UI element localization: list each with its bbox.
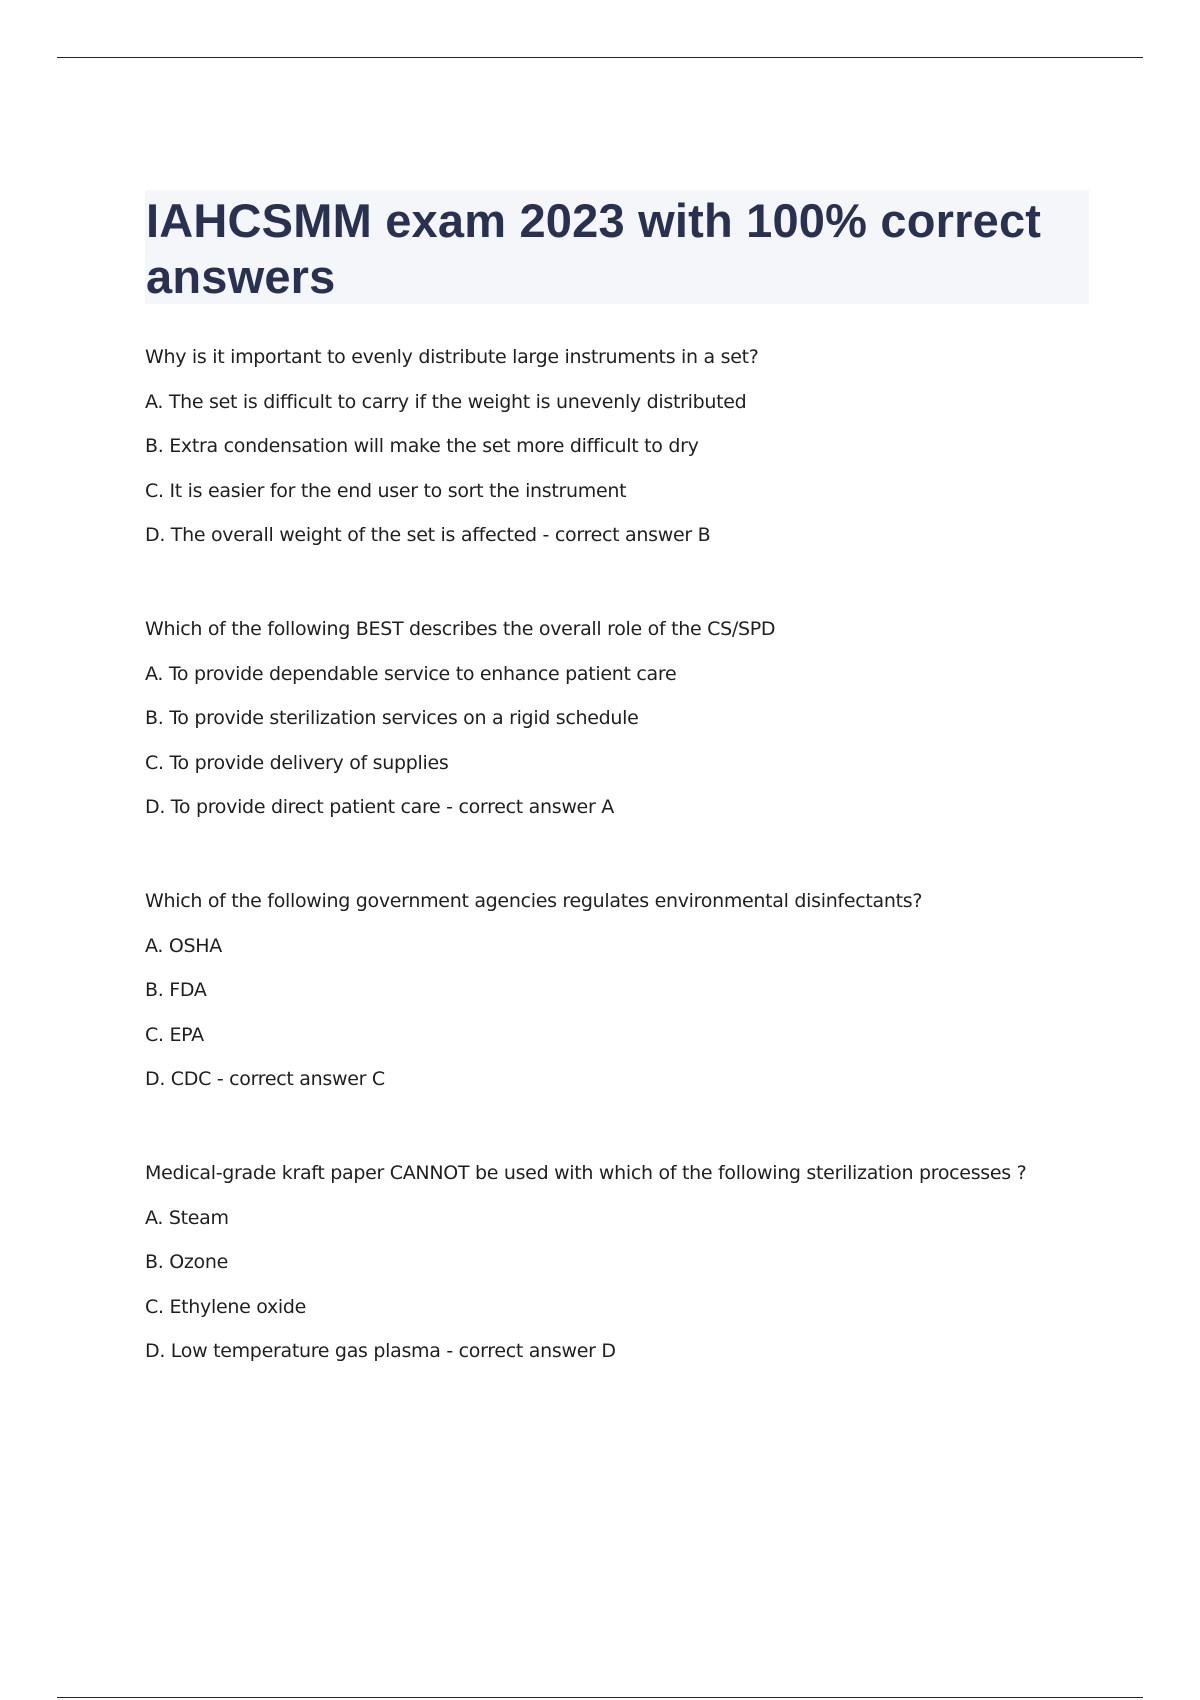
question-text: Which of the following BEST describes the overall role of the CS/SPD [145,618,776,640]
option-b: B. Extra condensation will make the set more difficult to dry [145,435,699,457]
question-block-4 [145,1162,1105,1434]
option-d-with-answer: D. To provide direct patient care - correct answer A [145,796,614,818]
footer-rule [57,1697,1143,1698]
question-text: Why is it important to evenly distribute large instruments in a set? [145,346,759,368]
option-d-with-answer: D. CDC - correct answer C [145,1068,385,1090]
option-c: C. EPA [145,1023,204,1046]
question-text: Medical-grade kraft paper CANNOT be used with which of the following sterilization processes ? [145,1162,1027,1184]
option-b: B. To provide sterilization services on a rigid schedule [145,707,639,729]
option-b: B. Ozone [145,1251,228,1273]
option-d-with-answer: D. The overall weight of the set is affected - correct answer B [145,524,711,546]
option-d-with-answer: D. Low temperature gas plasma - correct answer D [145,1340,616,1362]
option-a: A. The set is difficult to carry if the weight is unevenly distributed [145,390,747,413]
document-title: IAHCSMM exam 2023 with 100% correct answers [146,194,1042,303]
option-a: A. Steam [145,1206,229,1229]
title-block [145,190,1089,304]
option-a: A. To provide dependable service to enhance patient care [145,662,677,685]
header-rule [57,57,1143,58]
question-list [145,346,1105,1434]
question-block-1 [145,346,1105,618]
option-a: A. OSHA [145,934,222,957]
question-block-3 [145,890,1105,1162]
question-block-2 [145,618,1105,890]
option-c: C. It is easier for the end user to sort the instrument [145,479,627,502]
option-c: C. To provide delivery of supplies [145,751,449,774]
question-text: Which of the following government agencies regulates environmental disinfectants? [145,890,923,912]
option-b: B. FDA [145,979,207,1001]
option-c: C. Ethylene oxide [145,1295,307,1318]
